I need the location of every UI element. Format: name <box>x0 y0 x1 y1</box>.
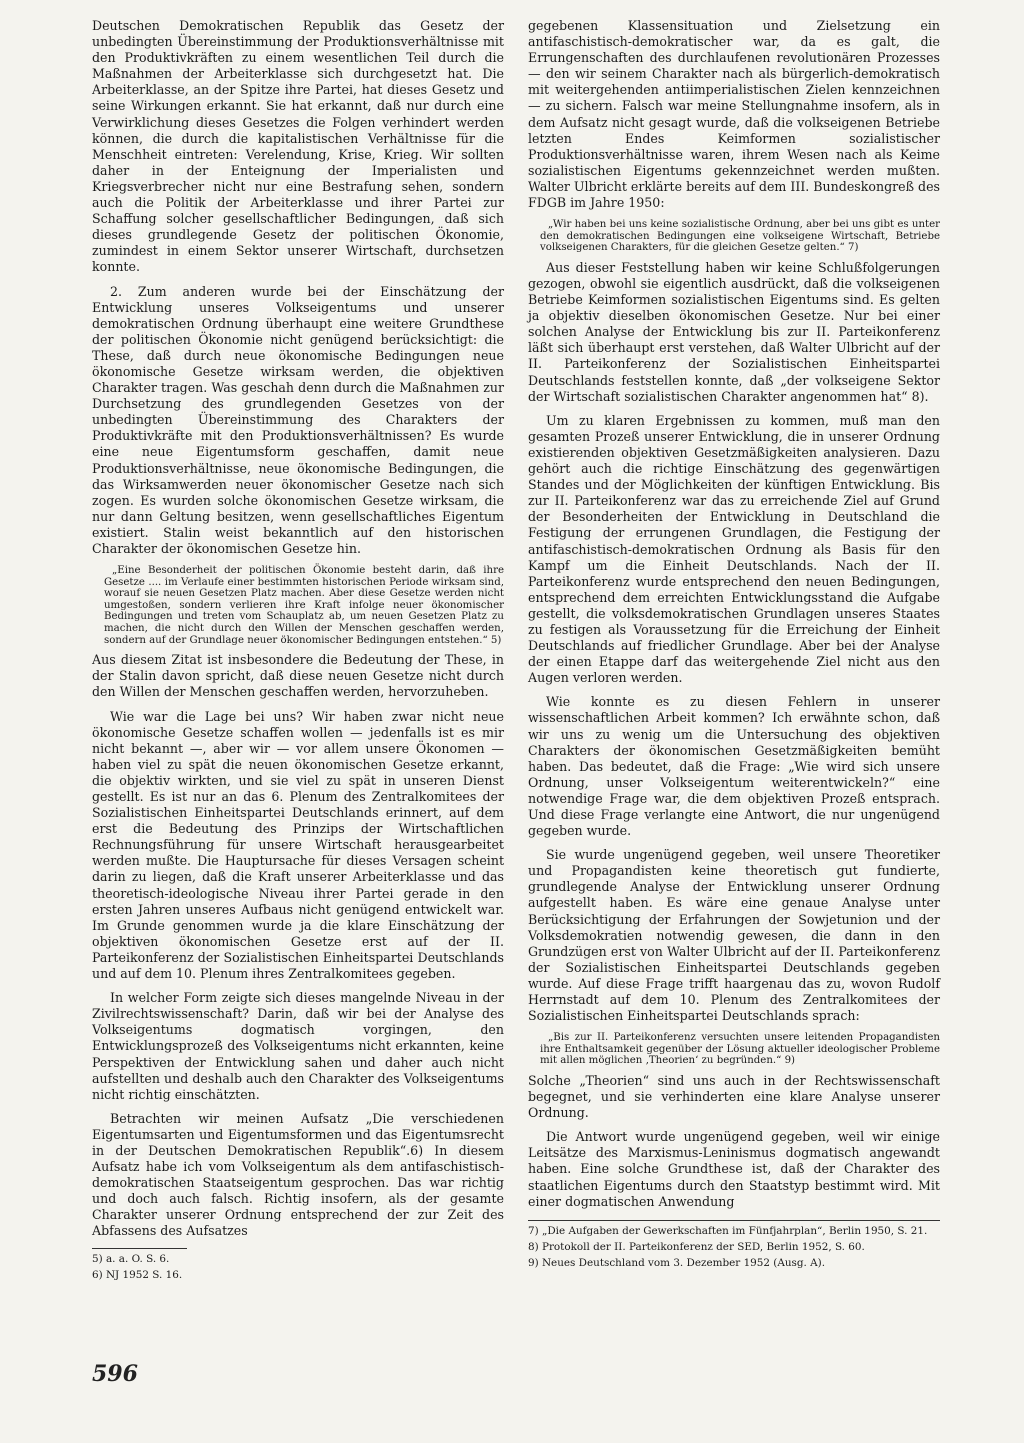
paragraph: Die Antwort wurde ungenügend gegeben, weil wir einige Leitsätze des Marxismus-Leninismus dogmatisch angewandt haben. Eine solche Grundthese ist, daß der Charakter des staatlichen Eigentums durch den Staatstyp bestimmt wird. Mit einer dogmatischen Anwendung <box>528 1129 940 1209</box>
footnote: 5) a. a. O. S. 6. <box>92 1252 170 1265</box>
paragraph: gegebenen Klassensituation und Zielsetzung ein antifaschistisch-demokratischer war, da es galt, die Errungenschaften des durchlaufenen revolutionären Prozesses — den wir seinem Charakter nach als bürgerlich-demokratisch mit weitergehenden antiimperialistischen Zielen kennzeichnen — zu sichern. Falsch war meine Stellungnahme insofern, als in dem Aufsatz nicht gesagt wurde, daß die volkseigenen Betriebe letzten Endes Keimformen sozialistischer Produktionsverhältnisse waren, ihrem Wesen nach als Keime sozialistischen Eigentums gekennzeichnet werden mußten. Walter Ulbricht erklärte bereits auf dem III. Bundeskongreß des FDGB im Jahre 1950: <box>528 18 941 211</box>
right-column <box>528 18 940 1273</box>
paragraph: Aus dieser Feststellung haben wir keine Schlußfolgerungen gezogen, obwohl sie eigentlich ausdrückt, daß die volkseigenen Betriebe Keimformen sozialistischen Eigentums sind. Es gelten ja objektiv dieselben ökonomischen Gesetze. Nur bei einer solchen Analyse der Entwicklung bis zur II. Parteikonferenz läßt sich überhaupt erst verstehen, daß Walter Ulbricht auf der II. Parteikonferenz der Sozialistischen Einheitspartei Deutschlands feststellen konnte, daß „der volkseigene Sektor der Wirtschaft sozialistischen Charakter angenommen hat“ 8). <box>528 259 940 404</box>
paragraph: Solche „Theorien“ sind uns auch in der Rechtswissenschaft begegnet, und sie verhinderten eine klare Analyse unserer Ordnung. <box>528 1073 940 1121</box>
footnote-separator <box>92 1248 187 1249</box>
paragraph: Betrachten wir meinen Aufsatz „Die verschiedenen Eigentumsarten und Eigentumsformen und das Eigentumsrecht in der Deutschen Demokratischen Republik“.6) In diesem Aufsatz habe ich vom Volkseigentum als dem antifaschistisch-demokratischen Staatseigentum gesprochen. Das war richtig und doch auch falsch. Richtig insofern, als der gesamte Charakter unserer Ordnung entsprechend der zur Zeit des Abfassens des Aufsatzes <box>92 1110 504 1239</box>
left-column <box>92 18 504 1285</box>
paragraph: Deutschen Demokratischen Republik das Gesetz der unbedingten Übereinstimmung der Produktionsverhältnisse mit den Produktivkräften zu einem wesentlichen Teil durch die Maßnahmen der Arbeiterklasse sich durchgesetzt hat. Die Arbeiterklasse, an der Spitze ihre Partei, hat dieses Gesetz und seine Wirkungen erkannt. Sie hat erkannt, daß nur durch eine Verwirklichung dieses Gesetzes die Folgen verhindert werden können, die durch die kapitalistischen Verhältnisse für die Menschheit eintreten: Verelendung, Krise, Krieg. Wir sollten daher in der Enteignung der Imperialisten und Kriegsverbrecher nicht nur eine Bestrafung sehen, sondern auch die Politik der Arbeiterklasse und ihrer Partei zur Schaffung solcher gesellschaftlicher Bedingungen, daß sich dieses grundlegende Gesetz der politischen Ökonomie, zumindest in einem Sektor unserer Wirtschaft, durchsetzen konnte. <box>92 18 504 275</box>
footnote: 7) „Die Aufgaben der Gewerkschaften im Fünfjahrplan“, Berlin 1950, S. 21. <box>528 1224 928 1237</box>
footnote: 8) Protokoll der II. Parteikonferenz der SED, Berlin 1952, S. 60. <box>528 1240 865 1253</box>
paragraph: 2. Zum anderen wurde bei der Einschätzung der Entwicklung unseres Volkseigentums und unserer demokratischen Ordnung überhaupt eine weitere Grundthese der politischen Ökonomie nicht genügend berücksichtigt: die These, daß durch neue ökonomische Bedingungen neue ökonomische Gesetze wirksam werden, die objektiven Charakter tragen. Was geschah denn durch die Maßnahmen zur Durchsetzung des grundlegenden Gesetzes von der unbedingten Übereinstimmung des Charakters der Produktivkräfte mit den Produktionsverhältnissen? Es wurde eine neue Eigentumsform geschaffen, damit neue Produktionsverhältnisse, neue ökonomische Bedingungen, die das Wirksamwerden neuer ökonomischer Gesetze nach sich zogen. Es wurden solche ökonomischen Gesetze wirksam, die nur dann Geltung besitzen, wenn gesellschaftliches Eigentum existiert. Stalin weist bekanntlich auf den historischen Charakter der ökonomischen Gesetze hin. <box>92 283 504 556</box>
page-number: 596 <box>92 1361 138 1387</box>
block-quote: „Eine Besonderheit der politischen Ökonomie besteht darin, daß ihre Gesetze .... im Verlaufe einer bestimmten historischen Periode wirksam sind, worauf sie neuen Gesetzen Platz machen. Aber diese Gesetze werden nicht umgestoßen, sondern verlieren ihre Kraft infolge neuer ökonomischer Bedingungen und treten vom Schauplatz ab, um neuen Gesetzen Platz zu machen, die nicht durch den Willen der Menschen geschaffen werden, sondern auf der Grundlage neuer ökonomischer Bedingungen entstehen.“ 5) <box>104 565 504 646</box>
paragraph: Um zu klaren Ergebnissen zu kommen, muß man den gesamten Prozeß unserer Entwicklung, die in unserer Ordnung existierenden objektiven Gesetzmäßigkeiten analysieren. Dazu gehört auch die richtige Einschätzung des gegenwärtigen Standes und der Möglichkeiten der künftigen Entwicklung. Bis zur II. Parteikonferenz war das zu erreichende Ziel auf Grund der Besonderheiten der Entwicklung in Deutschland die Festigung der errungenen Grundlagen, die Festigung der antifaschistisch-demokratischen Ordnung als Basis für den Kampf um die Einheit Deutschlands. Nach der II. Parteikonferenz wurde entsprechend den neuen Bedingungen, entsprechend dem erreichten Entwicklungsstand die Aufgabe gestellt, die volksdemokratischen Grundlagen unseres Staates zu festigen als Voraussetzung für die Erreichung der Einheit Deutschlands auf friedlicher Grundlage. Aber bei der Analyse der einen Etappe darf das weitergehende Ziel nicht aus den Augen verloren werden. <box>528 412 940 686</box>
paragraph: Wie war die Lage bei uns? Wir haben zwar nicht neue ökonomische Gesetze schaffen wollen — jedenfalls ist es mir nicht bekannt —, aber wir — vor allem unsere Ökonomen — haben viel zu spät die neuen ökonomischen Gesetze erkannt, die objektiv wirkten, und sie viel zu spät in unseren Dienst gestellt. Es ist nur an das 6. Plenum des Zentralkomitees der Sozialistischen Einheitspartei Deutschlands erinnert, auf dem erst die Bedeutung des Prinzips der Wirtschaftlichen Rechnungsführung für unsere Wirtschaft herausgearbeitet werden mußte. Die Hauptursache für dieses Versagen scheint darin zu liegen, daß die Kraft unserer Arbeiterklasse und das theoretisch-ideologische Niveau ihrer Partei gerade in den ersten Jahren unseres Aufbaus nicht genügend entwickelt war. Im Grunde genommen wurde ja die klare Einschätzung der objektiven ökonomischen Gesetze erst auf der II. Parteikonferenz der Sozialistischen Einheitspartei Deutschlands und auf dem 10. Plenum ihres Zentralkomitees gegeben. <box>92 708 504 982</box>
block-quote: „Wir haben bei uns keine sozialistische Ordnung, aber bei uns gibt es unter den demokratischen Bedingungen eine volkseigene Wirtschaft, Betriebe volkseigenen Charakters, für die gleichen Gesetze gelten.“ 7) <box>540 219 940 254</box>
block-quote: „Bis zur II. Parteikonferenz versuchten unsere leitenden Propagandisten ihre Enthaltsamkeit gegenüber der Lösung aktueller ideologischer Probleme mit allen möglichen ‚Theorien‘ zu begründen.“ 9) <box>540 1032 940 1067</box>
footnote: 6) NJ 1952 S. 16. <box>92 1268 183 1281</box>
footnote-separator <box>528 1220 940 1221</box>
paragraph: Aus diesem Zitat ist insbesondere die Bedeutung der These, in der Stalin davon spricht, daß diese neuen Gesetze nicht durch den Willen der Menschen geschaffen werden, hervorzuheben. <box>92 652 504 700</box>
paragraph: In welcher Form zeigte sich dieses mangelnde Niveau in der Zivilrechtswissenschaft? Darin, daß wir bei der Analyse des Volkseigentums dogmatisch vorgingen, den Entwicklungsprozeß des Volkseigentums nicht erkannten, keine Perspektiven der Entwicklung sahen und daher auch nicht aufstellten und deshalb auch den Charakter des Volkseigentums nicht richtig einschätzten. <box>92 990 504 1102</box>
paragraph: Sie wurde ungenügend gegeben, weil unsere Theoretiker und Propagandisten keine theoretisch gut fundierte, grundlegende Analyse der Entwicklung unserer Ordnung aufgestellt haben. Es wäre eine genaue Analyse unter Berücksichtigung der Erfahrungen der Sowjetunion und der Volksdemokratien notwendig gewesen, die dann in den Grundzügen erst von Walter Ulbricht auf der II. Parteikonferenz der Sozialistischen Einheitspartei Deutschlands gegeben wurde. Auf diese Frage trifft haargenau das zu, wovon Rudolf Herrnstadt auf dem 10. Plenum des Zentralkomitees der Sozialistischen Einheitspartei Deutschlands sprach: <box>528 847 940 1024</box>
paragraph: Wie konnte es zu diesen Fehlern in unserer wissenschaftlichen Arbeit kommen? Ich erwähnte schon, daß wir uns zu wenig um die Untersuchung des objektiven Charakters der ökonomischen Gesetzmäßigkeiten bemüht haben. Das bedeutet, daß die Frage: „Wie wird sich unsere Ordnung, unser Volkseigentum weiterentwickeln?“ eine notwendige Frage war, die dem objektiven Prozeß entsprach. Und diese Frage verlangte eine Antwort, die nur ungenügend gegeben wurde. <box>528 694 940 839</box>
footnote: 9) Neues Deutschland vom 3. Dezember 1952 (Ausg. A). <box>528 1256 826 1269</box>
